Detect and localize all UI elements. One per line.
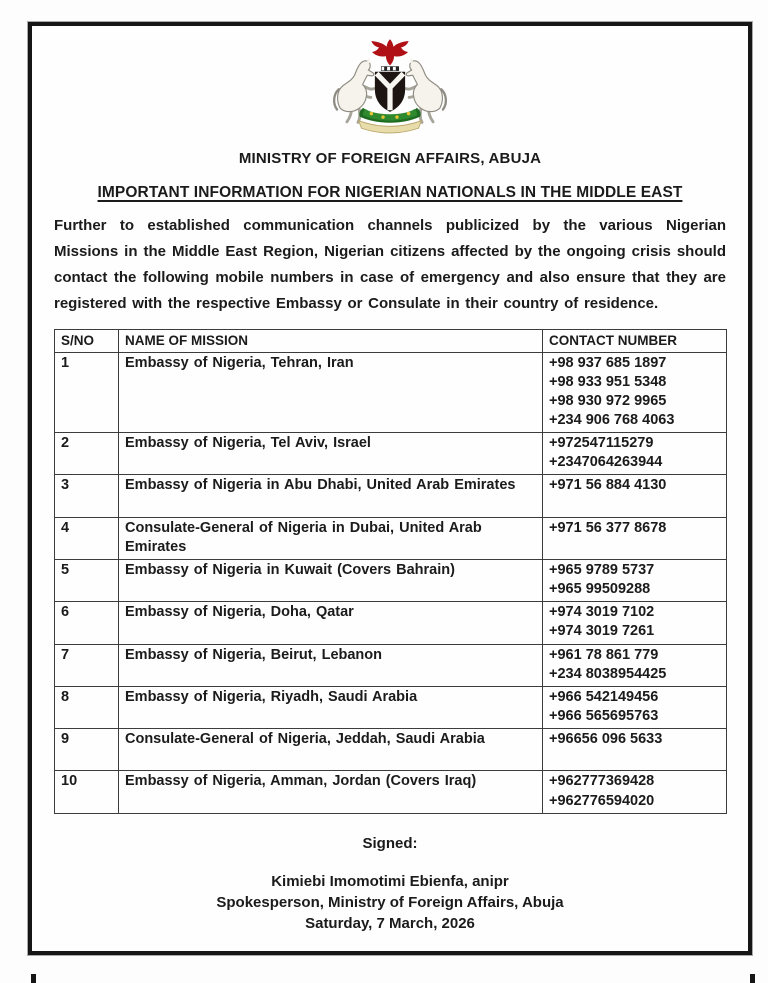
contact-number: +234 906 768 4063 xyxy=(549,411,675,428)
cell-sno: 7 xyxy=(55,644,119,686)
cell-mission: Consulate-General of Nigeria in Dubai, United Arab Emirates xyxy=(119,517,543,559)
cell-contact xyxy=(543,729,727,771)
cell-contact xyxy=(543,644,727,686)
mission-table-body xyxy=(55,352,727,813)
cell-mission: Embassy of Nigeria in Abu Dhabi, United Arab Emirates xyxy=(119,475,543,517)
contact-number: +961 78 861 779 xyxy=(549,646,659,663)
table-row xyxy=(55,475,727,517)
contact-number: +962777369428 xyxy=(549,773,655,790)
cell-contact xyxy=(543,433,727,475)
cell-sno: 2 xyxy=(55,433,119,475)
contact-number: +98 933 951 5348 xyxy=(549,373,667,390)
page-title: MINISTRY OF FOREIGN AFFAIRS, ABUJA xyxy=(238,150,542,167)
header-contact: CONTACT NUMBER xyxy=(543,329,727,352)
contact-number: +2347064263944 xyxy=(549,454,663,471)
cell-contact xyxy=(543,602,727,644)
document-page xyxy=(28,22,752,955)
contact-number: +974 3019 7261 xyxy=(549,623,655,640)
cell-mission: Embassy of Nigeria, Tel Aviv, Israel xyxy=(119,433,543,475)
contact-number: +966 542149456 xyxy=(549,688,659,705)
table-row xyxy=(55,644,727,686)
table-header-row xyxy=(55,329,727,352)
cell-mission: Embassy of Nigeria, Doha, Qatar xyxy=(119,602,543,644)
table-row xyxy=(55,433,727,475)
table-row xyxy=(55,517,727,559)
contact-number: +98 930 972 9965 xyxy=(549,392,667,409)
page-heading: IMPORTANT INFORMATION FOR NIGERIAN NATIONALS IN THE MIDDLE EAST xyxy=(97,184,683,201)
header-sno: S/NO xyxy=(55,329,119,352)
cell-mission: Consulate-General of Nigeria, Jeddah, Saudi Arabia xyxy=(119,729,543,771)
contact-number: +965 99509288 xyxy=(549,581,651,598)
contact-number: +971 56 377 8678 xyxy=(549,519,667,536)
contact-number: +96656 096 5633 xyxy=(549,731,663,748)
cell-sno: 6 xyxy=(55,602,119,644)
cell-sno: 4 xyxy=(55,517,119,559)
cell-contact xyxy=(543,352,727,433)
cell-contact xyxy=(543,517,727,559)
signature-date: Saturday, 7 March, 2026 xyxy=(305,915,475,933)
contact-number: +972547115279 xyxy=(549,435,654,452)
table-row xyxy=(55,602,727,644)
contact-number: +974 3019 7102 xyxy=(549,604,655,621)
contact-number: +234 8038954425 xyxy=(549,665,667,682)
contact-number: +98 937 685 1897 xyxy=(549,354,667,371)
signatory-name: Kimiebi Imomotimi Ebienfa, anipr xyxy=(271,872,509,890)
cell-sno: 9 xyxy=(55,729,119,771)
nigeria-coat-of-arms-icon xyxy=(326,38,454,137)
cell-contact xyxy=(543,560,727,602)
cell-mission: Embassy of Nigeria, Beirut, Lebanon xyxy=(119,644,543,686)
signature-block xyxy=(54,871,726,935)
missions-table xyxy=(54,329,727,814)
cell-mission: Embassy of Nigeria, Amman, Jordan (Covers Iraq) xyxy=(119,771,543,813)
table-row xyxy=(55,560,727,602)
cell-contact xyxy=(543,475,727,517)
cell-mission: Embassy of Nigeria in Kuwait (Covers Bahrain) xyxy=(119,560,543,602)
cell-sno: 5 xyxy=(55,560,119,602)
emblem-container xyxy=(54,38,726,142)
table-row xyxy=(55,352,727,433)
contact-number: +965 9789 5737 xyxy=(549,562,655,579)
table-row xyxy=(55,771,727,813)
cell-sno: 1 xyxy=(55,352,119,433)
cell-sno: 3 xyxy=(55,475,119,517)
contact-number: +971 56 884 4130 xyxy=(549,477,667,494)
body-paragraph: Further to established communication channels publicized by the various Nigerian Missions in the Middle East Region, Nigerian citizens affected by the ongoing crisis should contact the following mobile numbers in case of emergency and also ensure that they are registered with the respective Embassy or Consulate in their country of residence. xyxy=(54,217,726,312)
table-row xyxy=(55,686,727,728)
signatory-role: Spokesperson, Ministry of Foreign Affairs, Abuja xyxy=(216,894,564,912)
cell-mission: Embassy of Nigeria, Riyadh, Saudi Arabia xyxy=(119,686,543,728)
table-row xyxy=(55,729,727,771)
contact-number: +962776594020 xyxy=(549,792,655,809)
contact-number: +966 565695763 xyxy=(549,707,659,724)
cell-contact xyxy=(543,771,727,813)
cell-contact xyxy=(543,686,727,728)
next-page-border-stub xyxy=(31,974,755,983)
cell-sno: 8 xyxy=(55,686,119,728)
cell-mission: Embassy of Nigeria, Tehran, Iran xyxy=(119,352,543,433)
cell-sno: 10 xyxy=(55,771,119,813)
header-mission: NAME OF MISSION xyxy=(119,329,543,352)
signed-label: Signed: xyxy=(362,834,418,852)
